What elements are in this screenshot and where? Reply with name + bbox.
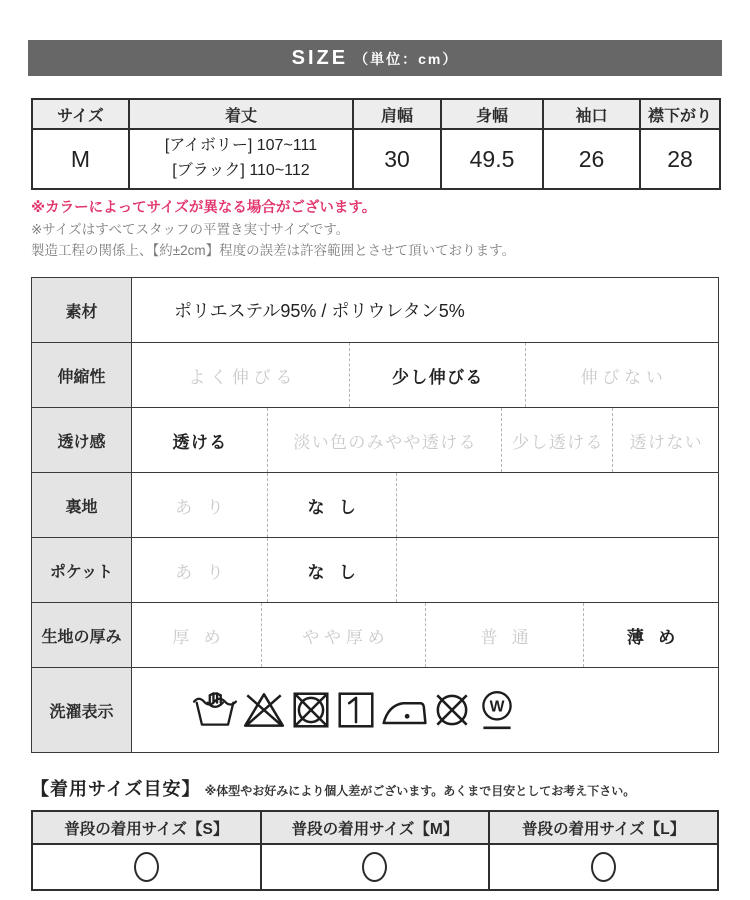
option-sheer-none: 透けない: [612, 408, 717, 472]
size-unit-label: （単位：cm）: [354, 51, 459, 67]
cell-collar-drop: 28: [640, 129, 720, 189]
fit-mark-circle-s: [134, 852, 159, 882]
option-normal: 普通: [425, 603, 583, 667]
label-pocket: ポケット: [32, 538, 132, 602]
spec-row-lining: [32, 473, 718, 538]
fit-guide-marks-row: [32, 844, 718, 890]
option-sheer: 透ける: [172, 432, 228, 452]
cell-shoulder: 30: [353, 129, 441, 189]
material-value: ポリエステル95% / ポリウレタン5%: [174, 301, 465, 322]
fit-guide-header: [31, 775, 719, 801]
spec-row-material: [32, 278, 718, 343]
note-color-warning: ※カラーによってサイズが異なる場合がございます。: [31, 200, 377, 216]
size-table-header-row: [32, 99, 720, 129]
svg-text:W: W: [489, 699, 505, 717]
option-thick: 厚め: [172, 627, 236, 647]
do-not-bleach-icon: [241, 689, 287, 731]
cell-cuff: 26: [543, 129, 640, 189]
label-lining: 裏地: [32, 473, 132, 537]
spec-row-care: [32, 668, 718, 752]
spec-row-stretch: [32, 343, 718, 408]
fit-mark-m-cell: [261, 844, 490, 890]
col-usual-size-l: 普段の着用サイズ【L】: [489, 811, 718, 844]
fit-guide-title: 【着用サイズ目安】: [31, 779, 201, 800]
length-black: [ブラック] 110~112: [172, 162, 310, 179]
spec-row-sheerness: [32, 408, 718, 473]
note-measurement: ※サイズはすべてスタッフの平置き実寸サイズです。: [31, 221, 350, 237]
option-pocket-yes: あり: [175, 562, 239, 582]
fit-mark-s-cell: [32, 844, 261, 890]
fit-guide-header-row: [32, 811, 718, 844]
fit-guide-note: ※体型やお好みにより個人差がございます。あくまで目安としてお考え下さい。: [204, 784, 636, 799]
size-title: SIZE: [291, 46, 349, 69]
option-pocket-no: なし: [267, 538, 396, 602]
hand-wash-icon: [192, 689, 238, 731]
do-not-dry-clean-icon: [431, 689, 473, 731]
option-lining-no: なし: [267, 473, 396, 537]
cell-size-m: M: [32, 129, 129, 189]
col-cuff: 袖口: [543, 99, 640, 129]
size-table-data-row: [32, 129, 720, 189]
do-not-tumble-dry-icon: [290, 689, 332, 731]
option-lining-empty: [396, 473, 718, 537]
spec-row-pocket: [32, 538, 718, 603]
length-ivory: [アイボリー] 107~111: [164, 137, 318, 155]
professional-wet-clean-icon: [476, 688, 518, 732]
size-section-header: [28, 40, 722, 76]
option-stretch-much: よく伸びる: [188, 367, 298, 387]
option-somewhat-thick: やや厚め: [261, 603, 425, 667]
care-symbols: [132, 668, 718, 752]
fit-guide-table: [31, 810, 719, 891]
col-collar-drop: 襟下がり: [640, 99, 720, 129]
col-shoulder: 肩幅: [353, 99, 441, 129]
option-sheer-light-colors: 淡い色のみやや透ける: [267, 408, 501, 472]
label-sheerness: 透け感: [32, 408, 132, 472]
option-sheer-slightly: 少し透ける: [501, 408, 612, 472]
size-notes: [31, 199, 719, 259]
note-tolerance: 製造工程の関係上、【約±2cm】程度の誤差は許容範囲とさせて頂いております。: [31, 242, 516, 258]
option-stretch-none: 伸びない: [525, 343, 718, 407]
label-stretch: 伸縮性: [32, 343, 132, 407]
fit-mark-l-cell: [489, 844, 718, 890]
option-stretch-little: 少し伸びる: [349, 343, 525, 407]
size-measurements-table: [31, 98, 721, 190]
option-lining-yes: あり: [175, 497, 239, 517]
fit-mark-circle-l: [591, 852, 616, 882]
col-body-width: 身幅: [441, 99, 543, 129]
col-length: 着丈: [129, 99, 353, 129]
iron-low-icon: [380, 689, 428, 731]
hang-dry-icon: [335, 689, 377, 731]
spec-row-thickness: [32, 603, 718, 668]
col-size: サイズ: [32, 99, 129, 129]
label-material: 素材: [32, 278, 132, 342]
fit-mark-circle-m: [362, 852, 387, 882]
spec-table: [31, 277, 719, 753]
col-usual-size-s: 普段の着用サイズ【S】: [32, 811, 261, 844]
col-usual-size-m: 普段の着用サイズ【M】: [261, 811, 490, 844]
option-pocket-empty: [396, 538, 718, 602]
option-thin: 薄め: [583, 603, 718, 667]
cell-body-width: 49.5: [441, 129, 543, 189]
cell-length: [129, 129, 353, 189]
label-thickness: 生地の厚み: [32, 603, 132, 667]
label-care: 洗濯表示: [32, 668, 132, 752]
